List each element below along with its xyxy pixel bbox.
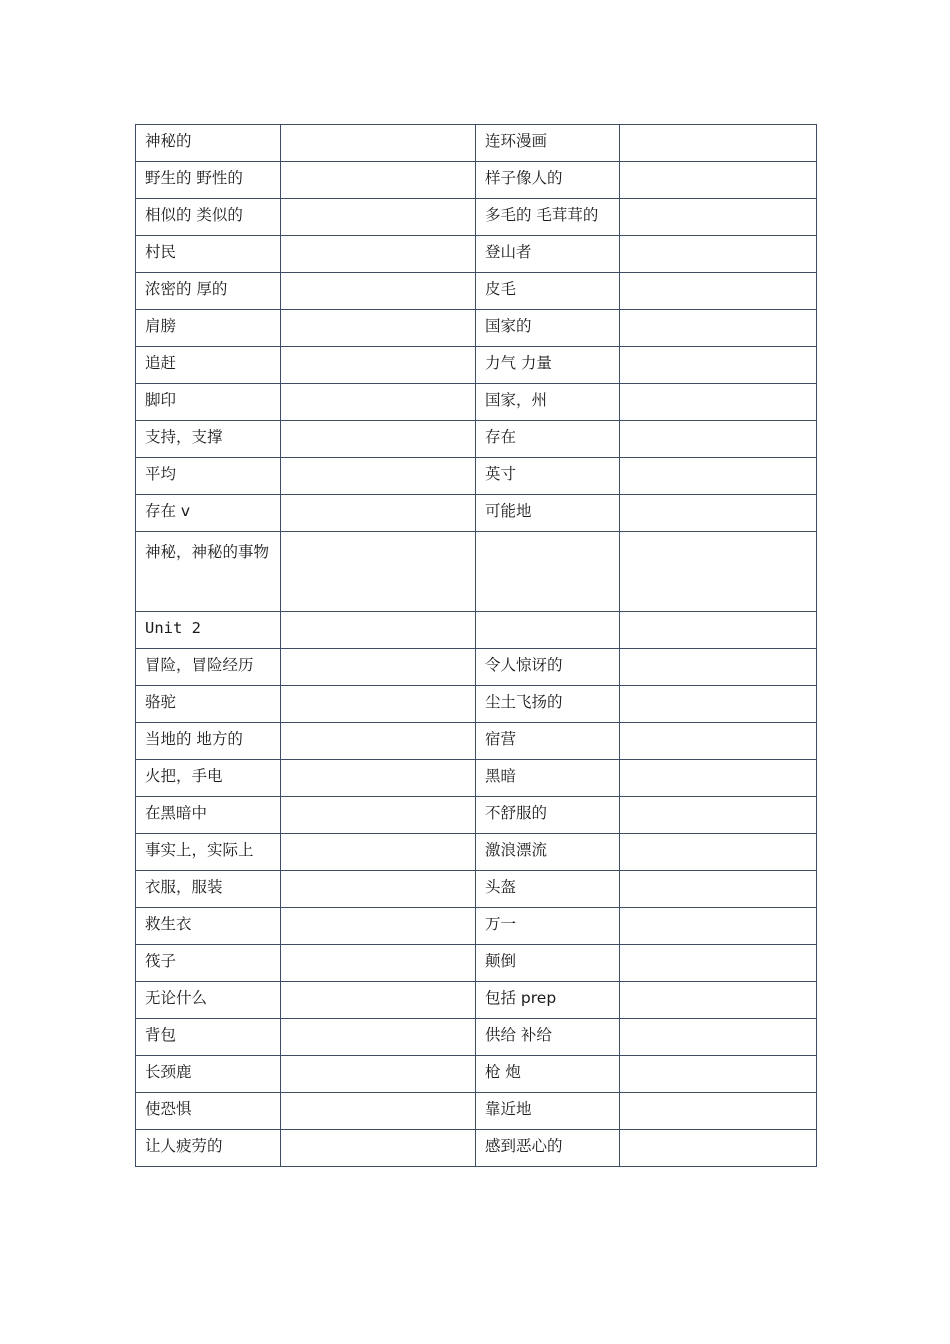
answer-cell-left[interactable] — [281, 649, 476, 686]
term-cell-right: 颠倒 — [476, 945, 620, 982]
answer-cell-right[interactable] — [620, 1056, 817, 1093]
term-cell-right: 尘土飞扬的 — [476, 686, 620, 723]
table-row — [136, 236, 817, 273]
term-cell-left: 相似的 类似的 — [136, 199, 281, 236]
answer-cell-right[interactable] — [620, 495, 817, 532]
term-cell-left: 火把，手电 — [136, 760, 281, 797]
answer-cell-right[interactable] — [620, 532, 817, 612]
answer-cell-left[interactable] — [281, 384, 476, 421]
term-cell-left: 野生的 野性的 — [136, 162, 281, 199]
term-cell-left: 在黑暗中 — [136, 797, 281, 834]
answer-cell-right[interactable] — [620, 686, 817, 723]
term-cell-left: 背包 — [136, 1019, 281, 1056]
answer-cell-right[interactable] — [620, 760, 817, 797]
answer-cell-left[interactable] — [281, 797, 476, 834]
vocabulary-table-body — [136, 125, 817, 1167]
term-cell-left: 冒险，冒险经历 — [136, 649, 281, 686]
term-cell-left: 骆驼 — [136, 686, 281, 723]
term-cell-left: 浓密的 厚的 — [136, 273, 281, 310]
table-row — [136, 1093, 817, 1130]
answer-cell-right[interactable] — [620, 834, 817, 871]
term-cell-right: 登山者 — [476, 236, 620, 273]
answer-cell-left[interactable] — [281, 908, 476, 945]
term-cell-right: 样子像人的 — [476, 162, 620, 199]
term-cell-right: 激浪漂流 — [476, 834, 620, 871]
term-cell-right: 宿营 — [476, 723, 620, 760]
answer-cell-right[interactable] — [620, 162, 817, 199]
term-cell-left: 神秘的 — [136, 125, 281, 162]
term-cell-right: 多毛的 毛茸茸的 — [476, 199, 620, 236]
answer-cell-left[interactable] — [281, 421, 476, 458]
term-cell-left: 无论什么 — [136, 982, 281, 1019]
term-cell-right: 包括 prep — [476, 982, 620, 1019]
answer-cell-left[interactable] — [281, 1130, 476, 1167]
table-row — [136, 310, 817, 347]
term-cell-right — [476, 612, 620, 649]
term-cell-right: 令人惊讶的 — [476, 649, 620, 686]
term-cell-right — [476, 532, 620, 612]
answer-cell-left[interactable] — [281, 760, 476, 797]
term-cell-left: 让人疲劳的 — [136, 1130, 281, 1167]
answer-cell-left[interactable] — [281, 162, 476, 199]
term-cell-left: 筏子 — [136, 945, 281, 982]
answer-cell-left[interactable] — [281, 125, 476, 162]
answer-cell-left[interactable] — [281, 236, 476, 273]
table-row — [136, 612, 817, 649]
answer-cell-right[interactable] — [620, 1093, 817, 1130]
answer-cell-left[interactable] — [281, 495, 476, 532]
term-cell-right: 可能地 — [476, 495, 620, 532]
answer-cell-right[interactable] — [620, 649, 817, 686]
term-cell-left: 平均 — [136, 458, 281, 495]
answer-cell-left[interactable] — [281, 834, 476, 871]
term-cell-left: 脚印 — [136, 384, 281, 421]
answer-cell-left[interactable] — [281, 532, 476, 612]
term-cell-left: 支持，支撑 — [136, 421, 281, 458]
answer-cell-left[interactable] — [281, 1056, 476, 1093]
term-cell-right: 国家的 — [476, 310, 620, 347]
term-cell-right: 不舒服的 — [476, 797, 620, 834]
term-cell-right: 国家，州 — [476, 384, 620, 421]
answer-cell-right[interactable] — [620, 421, 817, 458]
answer-cell-left[interactable] — [281, 945, 476, 982]
answer-cell-right[interactable] — [620, 384, 817, 421]
table-row — [136, 797, 817, 834]
answer-cell-right[interactable] — [620, 199, 817, 236]
term-cell-right: 靠近地 — [476, 1093, 620, 1130]
table-row — [136, 760, 817, 797]
answer-cell-right[interactable] — [620, 723, 817, 760]
term-cell-left: 肩膀 — [136, 310, 281, 347]
term-cell-right: 黑暗 — [476, 760, 620, 797]
answer-cell-right[interactable] — [620, 945, 817, 982]
answer-cell-left[interactable] — [281, 273, 476, 310]
answer-cell-left[interactable] — [281, 310, 476, 347]
answer-cell-right[interactable] — [620, 347, 817, 384]
answer-cell-left[interactable] — [281, 1093, 476, 1130]
term-cell-left: 救生衣 — [136, 908, 281, 945]
table-row — [136, 686, 817, 723]
answer-cell-left[interactable] — [281, 871, 476, 908]
answer-cell-right[interactable] — [620, 125, 817, 162]
term-cell-left: 存在 v — [136, 495, 281, 532]
table-row — [136, 982, 817, 1019]
answer-cell-left[interactable] — [281, 982, 476, 1019]
answer-cell-right[interactable] — [620, 797, 817, 834]
answer-cell-left[interactable] — [281, 612, 476, 649]
unit-heading-cell: Unit 2 — [136, 612, 281, 649]
term-cell-left: 神秘，神秘的事物 — [136, 532, 281, 612]
term-cell-right: 供给 补给 — [476, 1019, 620, 1056]
term-cell-right: 枪 炮 — [476, 1056, 620, 1093]
answer-cell-left[interactable] — [281, 686, 476, 723]
table-row — [136, 945, 817, 982]
table-row — [136, 384, 817, 421]
answer-cell-right[interactable] — [620, 273, 817, 310]
table-row — [136, 125, 817, 162]
answer-cell-right[interactable] — [620, 1019, 817, 1056]
term-cell-right: 万一 — [476, 908, 620, 945]
term-cell-right: 连环漫画 — [476, 125, 620, 162]
table-row — [136, 199, 817, 236]
term-cell-left: 当地的 地方的 — [136, 723, 281, 760]
answer-cell-right[interactable] — [620, 458, 817, 495]
term-cell-left: 衣服，服装 — [136, 871, 281, 908]
table-row — [136, 1056, 817, 1093]
answer-cell-right[interactable] — [620, 871, 817, 908]
term-cell-right: 皮毛 — [476, 273, 620, 310]
table-row — [136, 273, 817, 310]
answer-cell-right[interactable] — [620, 908, 817, 945]
table-row — [136, 458, 817, 495]
answer-cell-left[interactable] — [281, 723, 476, 760]
answer-cell-left[interactable] — [281, 458, 476, 495]
table-row — [136, 532, 817, 612]
table-row — [136, 162, 817, 199]
term-cell-right: 感到恶心的 — [476, 1130, 620, 1167]
answer-cell-right[interactable] — [620, 236, 817, 273]
term-cell-left: 使恐惧 — [136, 1093, 281, 1130]
table-row — [136, 723, 817, 760]
table-row — [136, 834, 817, 871]
term-cell-right: 力气 力量 — [476, 347, 620, 384]
term-cell-right: 头盔 — [476, 871, 620, 908]
table-row — [136, 1130, 817, 1167]
answer-cell-left[interactable] — [281, 199, 476, 236]
table-row — [136, 495, 817, 532]
term-cell-left: 追赶 — [136, 347, 281, 384]
table-row — [136, 908, 817, 945]
answer-cell-left[interactable] — [281, 1019, 476, 1056]
answer-cell-right[interactable] — [620, 1130, 817, 1167]
term-cell-right: 英寸 — [476, 458, 620, 495]
term-cell-left: 长颈鹿 — [136, 1056, 281, 1093]
table-row — [136, 649, 817, 686]
table-row — [136, 347, 817, 384]
table-row — [136, 1019, 817, 1056]
term-cell-right: 存在 — [476, 421, 620, 458]
answer-cell-right[interactable] — [620, 982, 817, 1019]
term-cell-left: 事实上，实际上 — [136, 834, 281, 871]
answer-cell-left[interactable] — [281, 347, 476, 384]
answer-cell-right[interactable] — [620, 310, 817, 347]
term-cell-left: 村民 — [136, 236, 281, 273]
answer-cell-right[interactable] — [620, 612, 817, 649]
vocabulary-table — [135, 124, 817, 1167]
table-row — [136, 871, 817, 908]
table-row — [136, 421, 817, 458]
